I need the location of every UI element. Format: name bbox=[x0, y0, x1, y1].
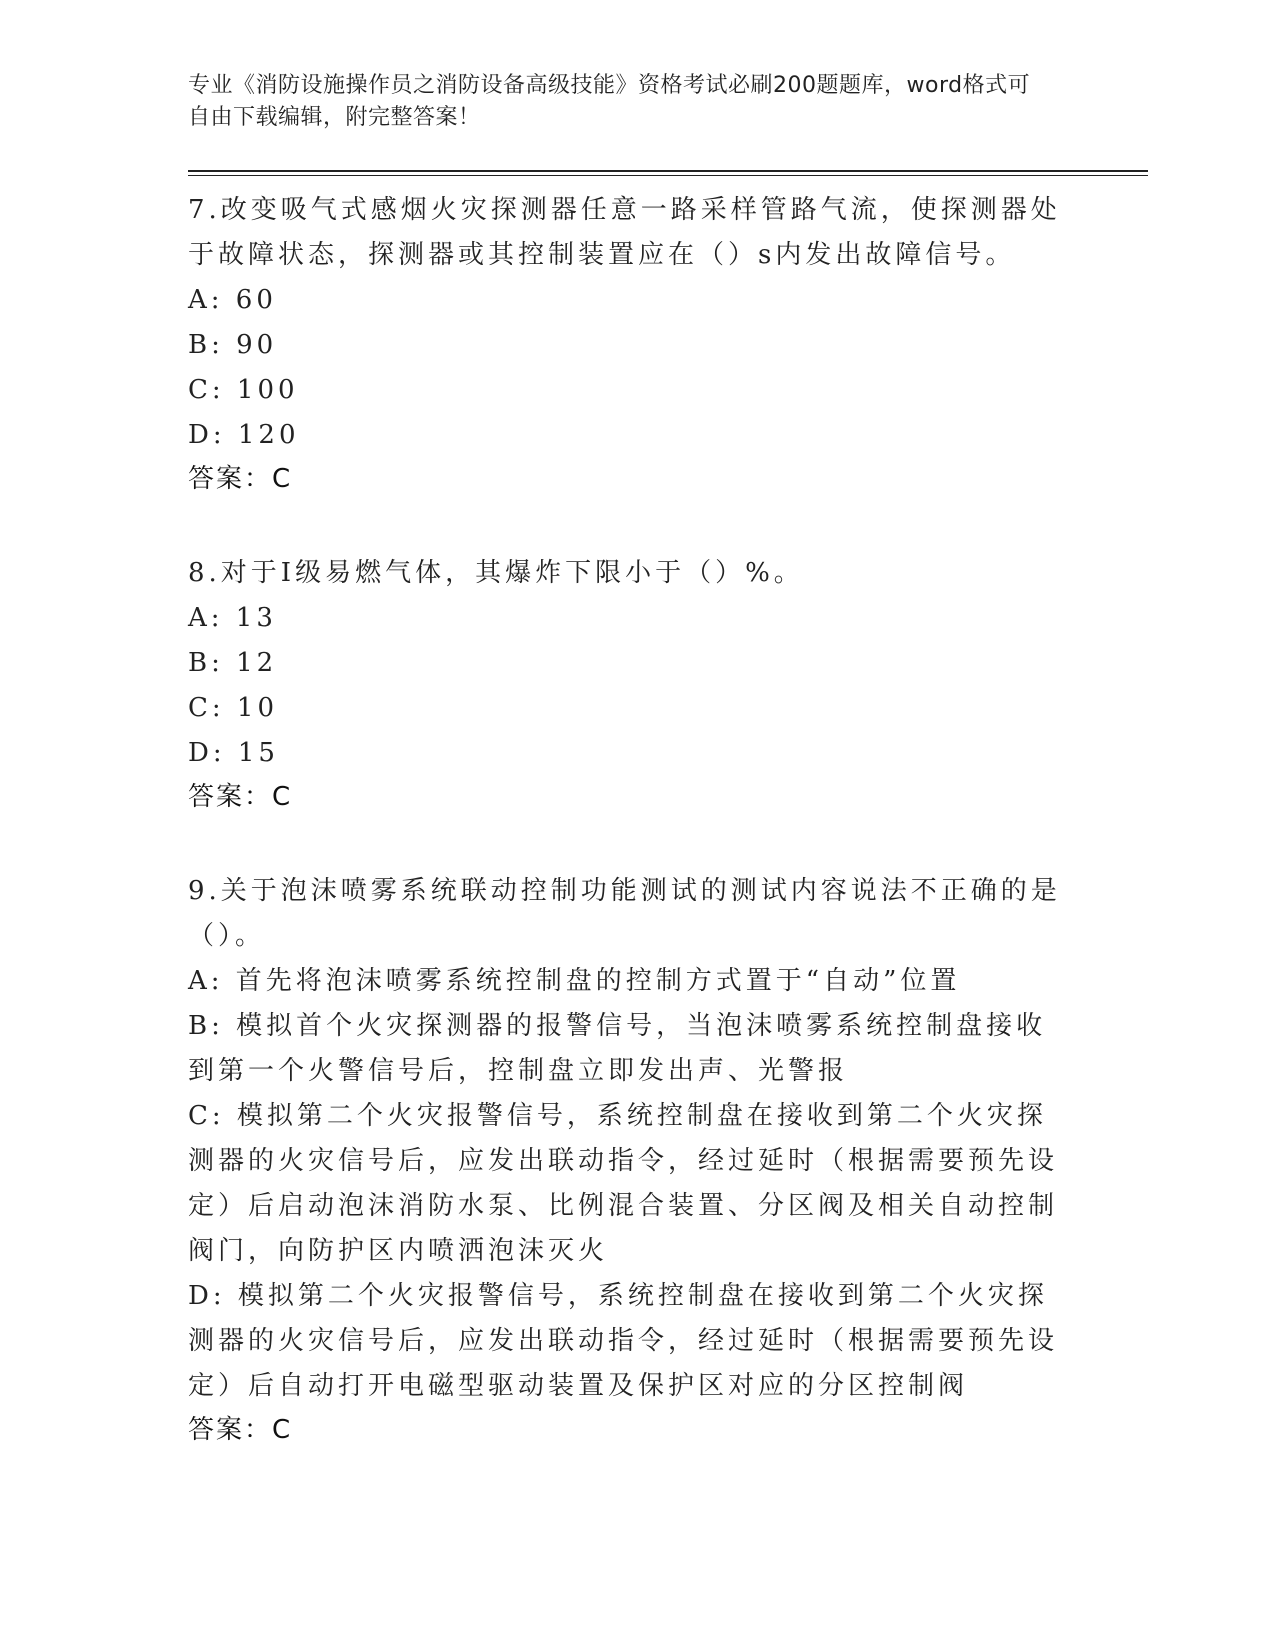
option-c: C: 100 bbox=[188, 375, 299, 405]
question-9 bbox=[188, 869, 1148, 1452]
question-stem: 7.改变吸气式感烟火灾探测器任意一路采样管路气流，使探测器处于故障状态，探测器或其控制装置应在（）s内发出故障信号。 bbox=[188, 195, 1061, 270]
option-d: D: 120 bbox=[188, 420, 300, 450]
document-header: 专业《消防设施操作员之消防设备高级技能》资格考试必刷200题题库，word格式可自由下载编辑，附完整答案！ bbox=[188, 73, 1031, 130]
option-b: B: 12 bbox=[188, 648, 278, 678]
option-a: A: 60 bbox=[188, 285, 277, 315]
option-a: A: 13 bbox=[188, 603, 277, 633]
option-c: C: 模拟第二个火灾报警信号，系统控制盘在接收到第二个火灾探测器的火灾信号后，应发出联动指令，经过延时（根据需要预先设定）后启动泡沫消防水泵、比例混合装置、分区阀及相关自动控制阀门，向防护区内喷洒泡沫灭火 bbox=[188, 1101, 1059, 1266]
answer-line: 答案：C bbox=[188, 782, 293, 812]
document-page bbox=[188, 70, 1148, 1452]
answer-line: 答案：C bbox=[188, 1415, 293, 1445]
question-8 bbox=[188, 551, 1148, 819]
option-a: A: 首先将泡沫喷雾系统控制盘的控制方式置于“自动”位置 bbox=[188, 966, 961, 996]
question-stem: 9.关于泡沫喷雾系统联动控制功能测试的测试内容说法不正确的是（）。 bbox=[188, 876, 1061, 951]
option-c: C: 10 bbox=[188, 693, 279, 723]
answer-line: 答案：C bbox=[188, 464, 293, 494]
header-divider bbox=[188, 170, 1148, 176]
question-stem: 8.对于Ⅰ级易燃气体，其爆炸下限小于（）%。 bbox=[188, 558, 804, 588]
option-d: D: 15 bbox=[188, 738, 279, 768]
option-b: B: 90 bbox=[188, 330, 278, 360]
option-d: D: 模拟第二个火灾报警信号，系统控制盘在接收到第二个火灾探测器的火灾信号后，应发出联动指令，经过延时（根据需要预先设定）后自动打开电磁型驱动装置及保护区对应的分区控制阀 bbox=[188, 1281, 1059, 1401]
option-b: B: 模拟首个火灾探测器的报警信号，当泡沫喷雾系统控制盘接收到第一个火警信号后，控制盘立即发出声、光警报 bbox=[188, 1011, 1047, 1086]
question-7 bbox=[188, 188, 1148, 501]
